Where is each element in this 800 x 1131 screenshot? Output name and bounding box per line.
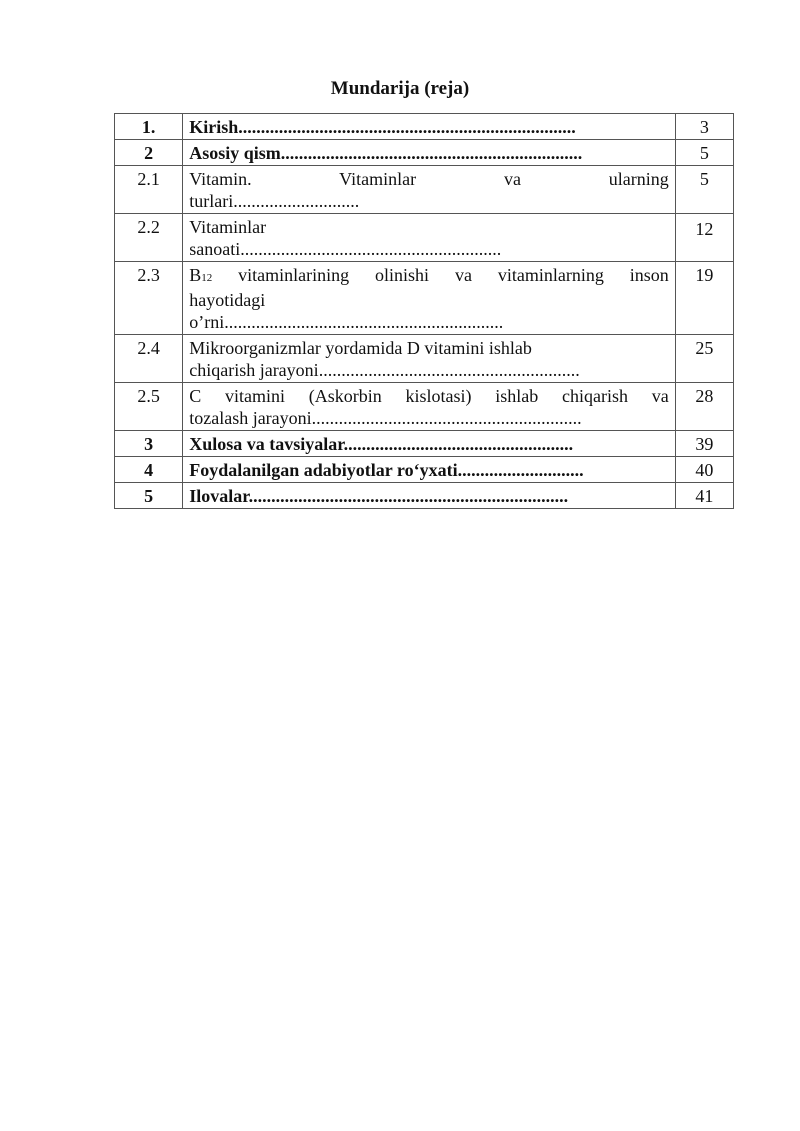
toc-row [115, 457, 734, 483]
toc-number: 3 [115, 431, 183, 457]
toc-leader-dots: ............................ [233, 191, 360, 211]
toc-row [115, 262, 734, 335]
toc-leader-dots: ............................ [457, 460, 584, 480]
toc-entry[interactable] [183, 166, 676, 214]
toc-leader-dots: ............................................................ [311, 408, 582, 428]
toc-page-number: 28 [675, 383, 733, 431]
toc-entry-text: turlari [189, 191, 234, 211]
toc-number: 2.1 [115, 166, 183, 214]
toc-entry[interactable] [183, 335, 676, 383]
toc-number: 5 [115, 483, 183, 509]
toc-entry-text: chiqarish jarayoni [189, 360, 319, 380]
toc-number: 2 [115, 140, 183, 166]
toc-entry[interactable] [183, 383, 676, 431]
toc-entry[interactable] [183, 431, 676, 457]
toc-page-number: 5 [675, 140, 733, 166]
toc-page-number: 41 [675, 483, 733, 509]
toc-leader-dots: .......................................................... [240, 239, 502, 259]
toc-leader-dots: ................................................................... [280, 143, 583, 163]
toc-entry-line: Vitaminlar [189, 217, 267, 237]
toc-entry-text: Xulosa va tavsiyalar [189, 434, 344, 454]
toc-page-number: 5 [675, 166, 733, 214]
toc-entry-text: o’rni [189, 312, 225, 332]
toc-leader-dots: ................................................... [343, 434, 574, 454]
toc-entry[interactable] [183, 114, 676, 140]
toc-entry-line: C vitamini (Askorbin kislotasi) ishlab chiqarish va [189, 386, 669, 406]
toc-page-number: 40 [675, 457, 733, 483]
toc-entry[interactable] [183, 483, 676, 509]
toc-entry-text: B [189, 265, 202, 285]
toc-entry-subscript: 12 [201, 272, 213, 284]
toc-page-number: 3 [675, 114, 733, 140]
toc-row [115, 214, 734, 262]
toc-row [115, 383, 734, 431]
toc-leader-dots: .......................................................... [318, 360, 580, 380]
toc-entry-text: vitaminlarining olinishi va vitaminlarning inson [212, 265, 669, 285]
toc-entry[interactable] [183, 457, 676, 483]
toc-page-number: 19 [675, 262, 733, 335]
toc-number: 4 [115, 457, 183, 483]
toc-entry-line: Vitamin. Vitaminlar va ularning [189, 169, 669, 189]
toc-number: 2.3 [115, 262, 183, 335]
toc-entry[interactable] [183, 262, 676, 335]
toc-row [115, 166, 734, 214]
toc-number: 1. [115, 114, 183, 140]
page-title: Mundarija (reja) [330, 78, 470, 99]
toc-entry-text: Asosiy qism [189, 143, 281, 163]
toc-number: 2.5 [115, 383, 183, 431]
toc-page-number: 39 [675, 431, 733, 457]
toc-row [115, 431, 734, 457]
toc-row [115, 483, 734, 509]
toc-entry-line: hayotidagi [189, 290, 266, 310]
toc-page-number: 25 [675, 335, 733, 383]
toc-entry-text: tozalash jarayoni [189, 408, 312, 428]
toc-leader-dots: .............................................................. [224, 312, 504, 332]
toc-row [115, 140, 734, 166]
toc-entry[interactable] [183, 140, 676, 166]
toc-entry-text: Kirish [189, 117, 239, 137]
toc-row [115, 114, 734, 140]
toc-number: 2.2 [115, 214, 183, 262]
toc-row [115, 335, 734, 383]
toc-entry-line: Mikroorganizmlar yordamida D vitamini ishlab [189, 338, 532, 358]
toc-leader-dots: ....................................................................... [248, 486, 569, 506]
table-of-contents [114, 113, 734, 509]
toc-entry-text: Ilovalar [189, 486, 249, 506]
toc-entry-line [189, 264, 669, 289]
toc-page-number: 12 [675, 214, 733, 262]
toc-entry[interactable] [183, 214, 676, 262]
toc-entry-text: Foydalanilgan adabiyotlar ro‘yxati [189, 460, 458, 480]
toc-entry-text: sanoati [189, 239, 241, 259]
toc-number: 2.4 [115, 335, 183, 383]
toc-leader-dots: ........................................................................... [238, 117, 576, 137]
